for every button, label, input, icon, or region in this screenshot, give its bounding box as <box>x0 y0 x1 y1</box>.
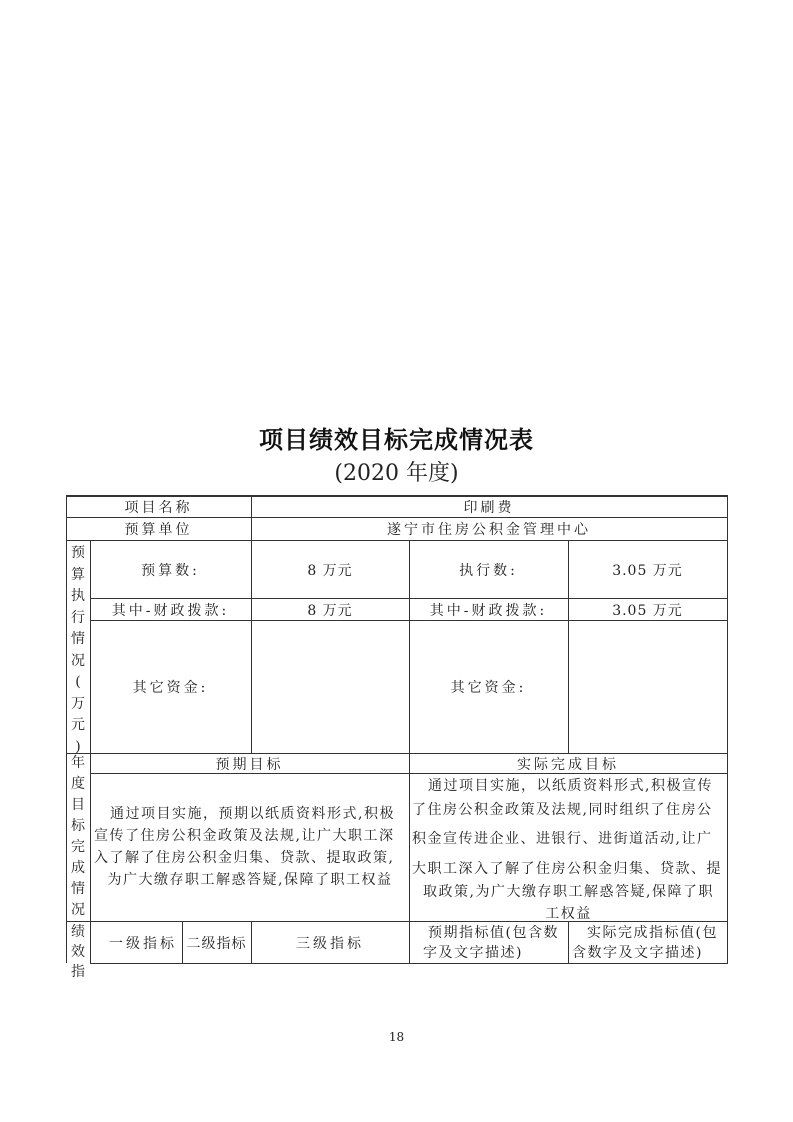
indicator-section-label <box>66 922 90 982</box>
vertical-char: 行 <box>71 609 85 626</box>
text-line: 工权益 <box>545 905 592 922</box>
text-line: 通过项目实施，以纸质资料形式,积极宣传 <box>428 778 713 794</box>
vertical-char: 效 <box>71 944 85 960</box>
executed-amount-label: 执行数: <box>459 562 518 579</box>
budget-execution-section-label <box>66 543 90 758</box>
expected-indicator-value-header <box>409 922 568 963</box>
vertical-char: 完 <box>71 839 85 855</box>
vertical-char: 元 <box>71 717 85 733</box>
vertical-char: 万 <box>71 695 85 712</box>
budget-unit-value: 遂宁市住房公积金管理中心 <box>387 522 591 538</box>
vertical-char: 标 <box>71 818 85 834</box>
text-line: 字及文字描述) <box>423 944 523 961</box>
text-line: 大职工深入了解了住房公积金归集、贷款、提 <box>412 860 722 877</box>
other-funds-executed-value <box>568 621 727 753</box>
text-line: 入了解了住房公积金归集、贷款、提取政策, <box>94 850 395 866</box>
table-line <box>409 753 410 921</box>
expected-goal-text <box>94 803 406 891</box>
vertical-char: 目 <box>71 797 85 813</box>
vertical-char: 情 <box>71 881 85 897</box>
text-line: 为广大缴存职工解惑答疑,保障了职工权益 <box>107 872 393 888</box>
vertical-char: 度 <box>71 776 85 792</box>
annual-goal-section-label <box>66 753 90 921</box>
vertical-char: 年 <box>71 755 85 771</box>
table-line <box>727 495 728 964</box>
fiscal-allocation-executed-value: 3.05 万元 <box>612 602 683 619</box>
vertical-char: 成 <box>71 860 85 876</box>
vertical-char: 绩 <box>71 924 85 940</box>
page-subtitle-year: (2020 年度) <box>334 461 459 486</box>
text-line: 积金宣传进企业、进银行、进街道活动,让广 <box>412 831 713 847</box>
text-line: 取政策,为广大缴存职工解惑答疑,保障了职 <box>423 884 714 900</box>
actual-indicator-value-header <box>568 922 727 963</box>
executed-amount-value: 3.05 万元 <box>612 562 683 579</box>
actual-goal-text <box>412 775 725 923</box>
page-title: 项目绩效目标完成情况表 <box>259 426 534 454</box>
project-name-value: 印刷费 <box>463 500 515 516</box>
vertical-char: 预 <box>71 545 85 561</box>
vertical-char: ( <box>75 674 81 690</box>
vertical-char: 况 <box>71 902 85 918</box>
text-line: 实际完成指标值(包 <box>587 924 718 941</box>
vertical-char: ) <box>75 738 81 755</box>
budget-amount-value: 8 万元 <box>307 562 353 579</box>
other-funds-label: 其它资金: <box>132 680 209 696</box>
fiscal-allocation-label: 其中-财政拨款: <box>111 602 230 619</box>
project-name-label: 项目名称 <box>124 500 193 516</box>
budget-unit-label: 预算单位 <box>124 522 193 538</box>
vertical-char: 执 <box>71 588 85 604</box>
level2-indicator-header: 二级指标 <box>186 935 247 952</box>
table-line <box>90 963 728 964</box>
page-number: 18 <box>388 1030 405 1044</box>
fiscal-allocation-budget-value: 8 万元 <box>307 602 353 619</box>
other-funds-budget-value <box>251 621 409 753</box>
actual-goal-header: 实际完成目标 <box>517 756 619 773</box>
level1-indicator-header: 一级指标 <box>109 935 177 952</box>
vertical-char: 况 <box>71 652 85 669</box>
text-line: 通过项目实施，预期以纸质资料形式,积极 <box>110 806 395 822</box>
vertical-char: 情 <box>71 631 85 647</box>
fiscal-allocation-executed-label: 其中-财政拨款: <box>429 602 548 619</box>
vertical-char: 指 <box>71 964 85 980</box>
expected-goal-header: 预期目标 <box>215 756 284 773</box>
text-line: 了住房公积金政策及法规,同时组织了住房公 <box>412 801 713 818</box>
level3-indicator-header: 三级指标 <box>296 935 364 952</box>
text-line: 宣传了住房公积金政策及法规,让广大职工深 <box>94 828 395 844</box>
vertical-char: 算 <box>71 566 85 583</box>
text-line: 预期指标值(包含数 <box>428 924 559 941</box>
other-funds-executed-label: 其它资金: <box>450 680 527 696</box>
budget-amount-label: 预算数: <box>141 562 200 579</box>
text-line: 含数字及文字描述) <box>572 944 703 961</box>
